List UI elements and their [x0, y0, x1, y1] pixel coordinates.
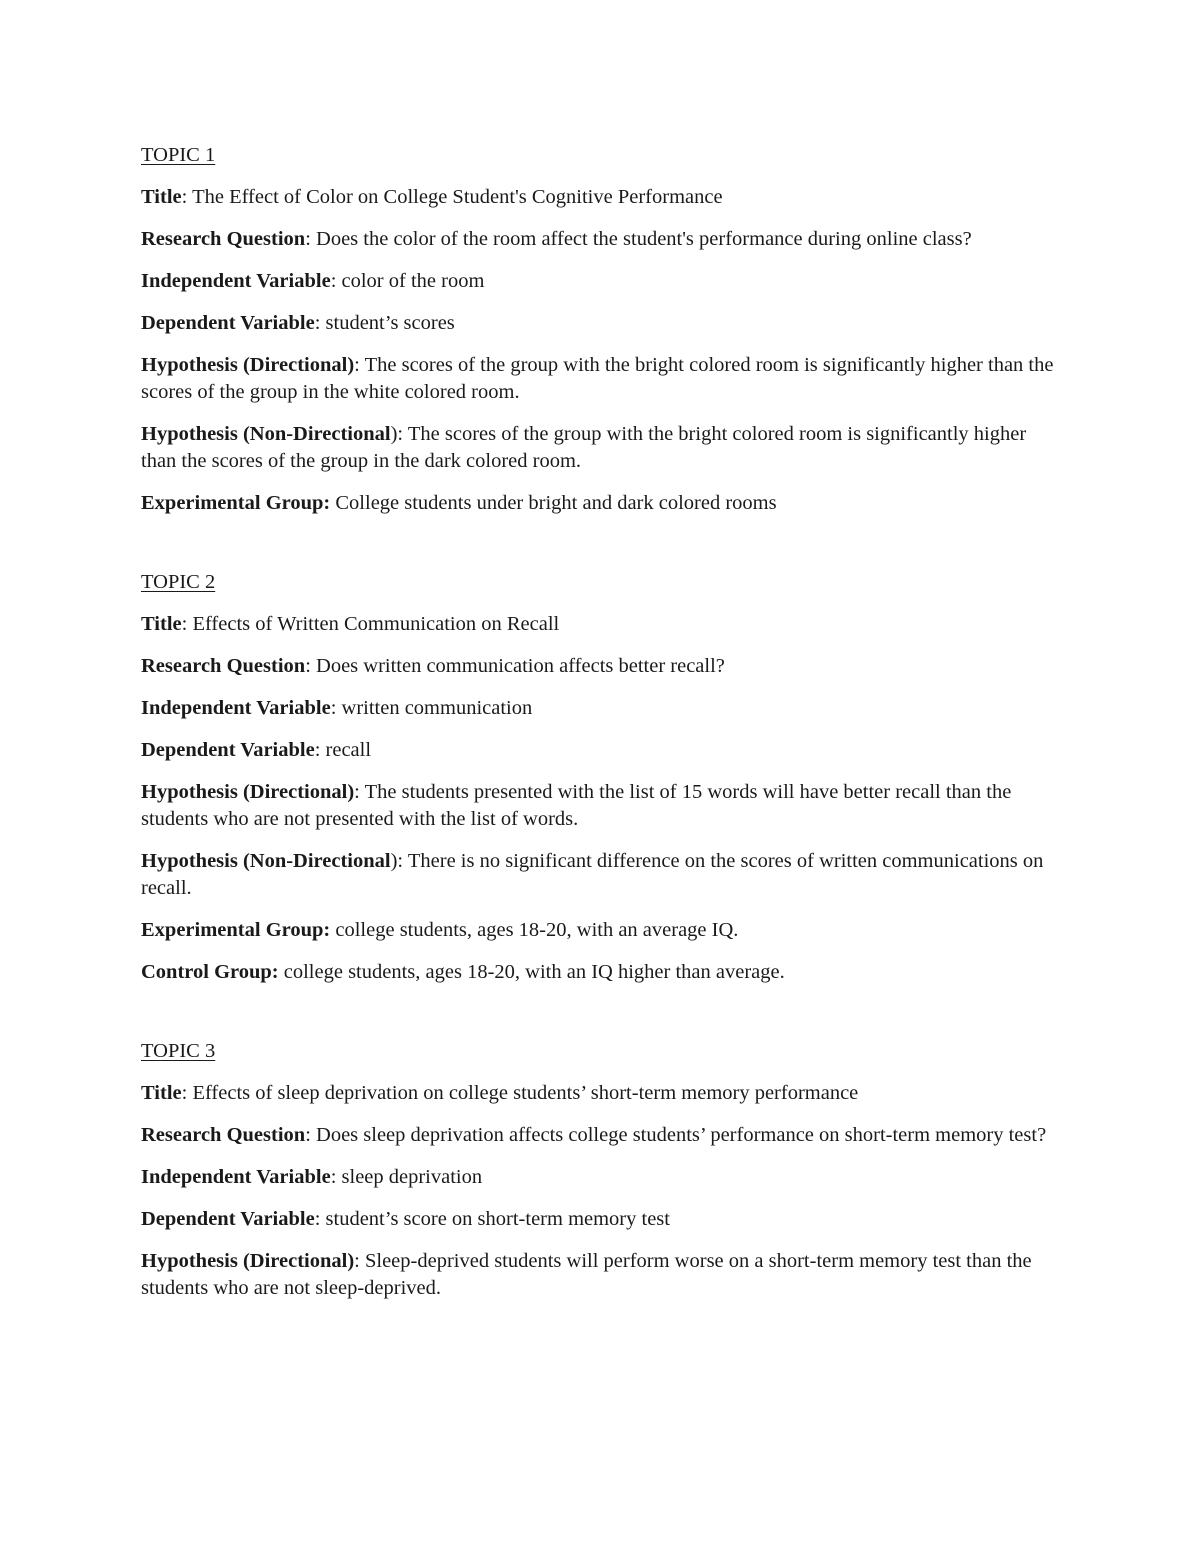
field-label: Research Question	[141, 228, 306, 250]
field-label: Control Group:	[141, 961, 279, 983]
field-label: Hypothesis (Directional)	[141, 1250, 355, 1272]
field-text: student’s score on short-term memory test	[325, 1208, 670, 1230]
field-experimental-group	[141, 490, 1061, 517]
field-hypothesis-non-directional	[141, 848, 1061, 902]
field-separator: :	[330, 697, 342, 719]
field-label: Hypothesis (Directional)	[141, 781, 355, 803]
field-text: written communication	[341, 697, 533, 719]
field-text: Does the color of the room affect the student's performance during online class?	[316, 228, 972, 250]
field-independent-variable	[141, 695, 1061, 722]
field-separator: :	[181, 186, 193, 208]
field-title	[141, 611, 1061, 638]
field-label: Hypothesis (Non-Directional	[141, 423, 391, 445]
field-label: Independent Variable	[141, 1166, 331, 1188]
field-independent-variable	[141, 1164, 1061, 1191]
field-separator: :	[354, 1250, 365, 1272]
field-label: Hypothesis (Directional)	[141, 354, 355, 376]
field-text: Does written communication affects better recall?	[316, 655, 725, 677]
field-separator: :	[314, 1208, 326, 1230]
field-label: Title	[141, 186, 182, 208]
field-text: student’s scores	[325, 312, 455, 334]
field-hypothesis-directional	[141, 352, 1061, 406]
topic-1-section	[141, 142, 1061, 517]
field-separator: ):	[390, 850, 408, 872]
field-label: Research Question	[141, 1124, 306, 1146]
field-separator: :	[314, 312, 326, 334]
field-research-question	[141, 226, 1061, 253]
field-text: college students, ages 18-20, with an average IQ.	[335, 919, 739, 941]
field-hypothesis-directional	[141, 1248, 1061, 1302]
field-separator: :	[305, 228, 317, 250]
field-text: sleep deprivation	[341, 1166, 483, 1188]
field-text: The Effect of Color on College Student's Cognitive Performance	[192, 186, 723, 208]
field-separator: :	[181, 613, 193, 635]
field-independent-variable	[141, 268, 1061, 295]
field-text: There is no significant difference on the scores of written communications on recall.	[141, 850, 1044, 899]
field-dependent-variable	[141, 1206, 1061, 1233]
field-hypothesis-non-directional	[141, 421, 1061, 475]
field-separator: :	[330, 270, 342, 292]
field-separator: :	[330, 1166, 342, 1188]
field-separator: :	[181, 1082, 193, 1104]
field-separator: :	[305, 1124, 317, 1146]
field-research-question	[141, 653, 1061, 680]
field-hypothesis-directional	[141, 779, 1061, 833]
field-label: Experimental Group:	[141, 919, 331, 941]
document-body	[141, 142, 1061, 1317]
field-text: color of the room	[341, 270, 485, 292]
field-text: college students, ages 18-20, with an IQ higher than average.	[283, 961, 785, 983]
field-title	[141, 1080, 1061, 1107]
field-research-question	[141, 1122, 1061, 1149]
topic-heading: TOPIC 1	[141, 144, 216, 166]
field-text: Effects of sleep deprivation on college students’ short-term memory performance	[192, 1082, 859, 1104]
field-text: Does sleep deprivation affects college students’ performance on short-term memory test?	[316, 1124, 1047, 1146]
field-title	[141, 184, 1061, 211]
field-separator: :	[314, 739, 326, 761]
topic-heading: TOPIC 3	[141, 1040, 216, 1062]
field-text: The scores of the group with the bright colored room is significantly higher than the scores of the group in the white colored room.	[141, 354, 1054, 403]
field-text: recall	[325, 739, 372, 761]
field-dependent-variable	[141, 310, 1061, 337]
field-text: The scores of the group with the bright colored room is significantly higher than the scores of the group in the dark colored room.	[141, 423, 1027, 472]
field-experimental-group	[141, 917, 1061, 944]
field-label: Hypothesis (Non-Directional	[141, 850, 391, 872]
field-text: Sleep-deprived students will perform worse on a short-term memory test than the students who are not sleep-deprived.	[141, 1250, 1032, 1299]
topic-heading: TOPIC 2	[141, 571, 216, 593]
field-label: Independent Variable	[141, 697, 331, 719]
field-separator: ):	[390, 423, 408, 445]
field-label: Title	[141, 613, 182, 635]
field-separator: :	[305, 655, 317, 677]
field-separator: :	[354, 354, 365, 376]
field-label: Research Question	[141, 655, 306, 677]
topic-3-section	[141, 1038, 1061, 1302]
field-separator: :	[354, 781, 365, 803]
field-label: Dependent Variable	[141, 739, 315, 761]
field-control-group	[141, 959, 1061, 986]
field-label: Dependent Variable	[141, 1208, 315, 1230]
field-label: Dependent Variable	[141, 312, 315, 334]
topic-2-section	[141, 569, 1061, 986]
field-label: Independent Variable	[141, 270, 331, 292]
field-text: Effects of Written Communication on Recall	[192, 613, 560, 635]
field-text: The students presented with the list of 15 words will have better recall than the students who are not presented with the list of words.	[141, 781, 1012, 830]
field-text: College students under bright and dark colored rooms	[335, 492, 777, 514]
field-label: Experimental Group:	[141, 492, 331, 514]
field-label: Title	[141, 1082, 182, 1104]
field-dependent-variable	[141, 737, 1061, 764]
